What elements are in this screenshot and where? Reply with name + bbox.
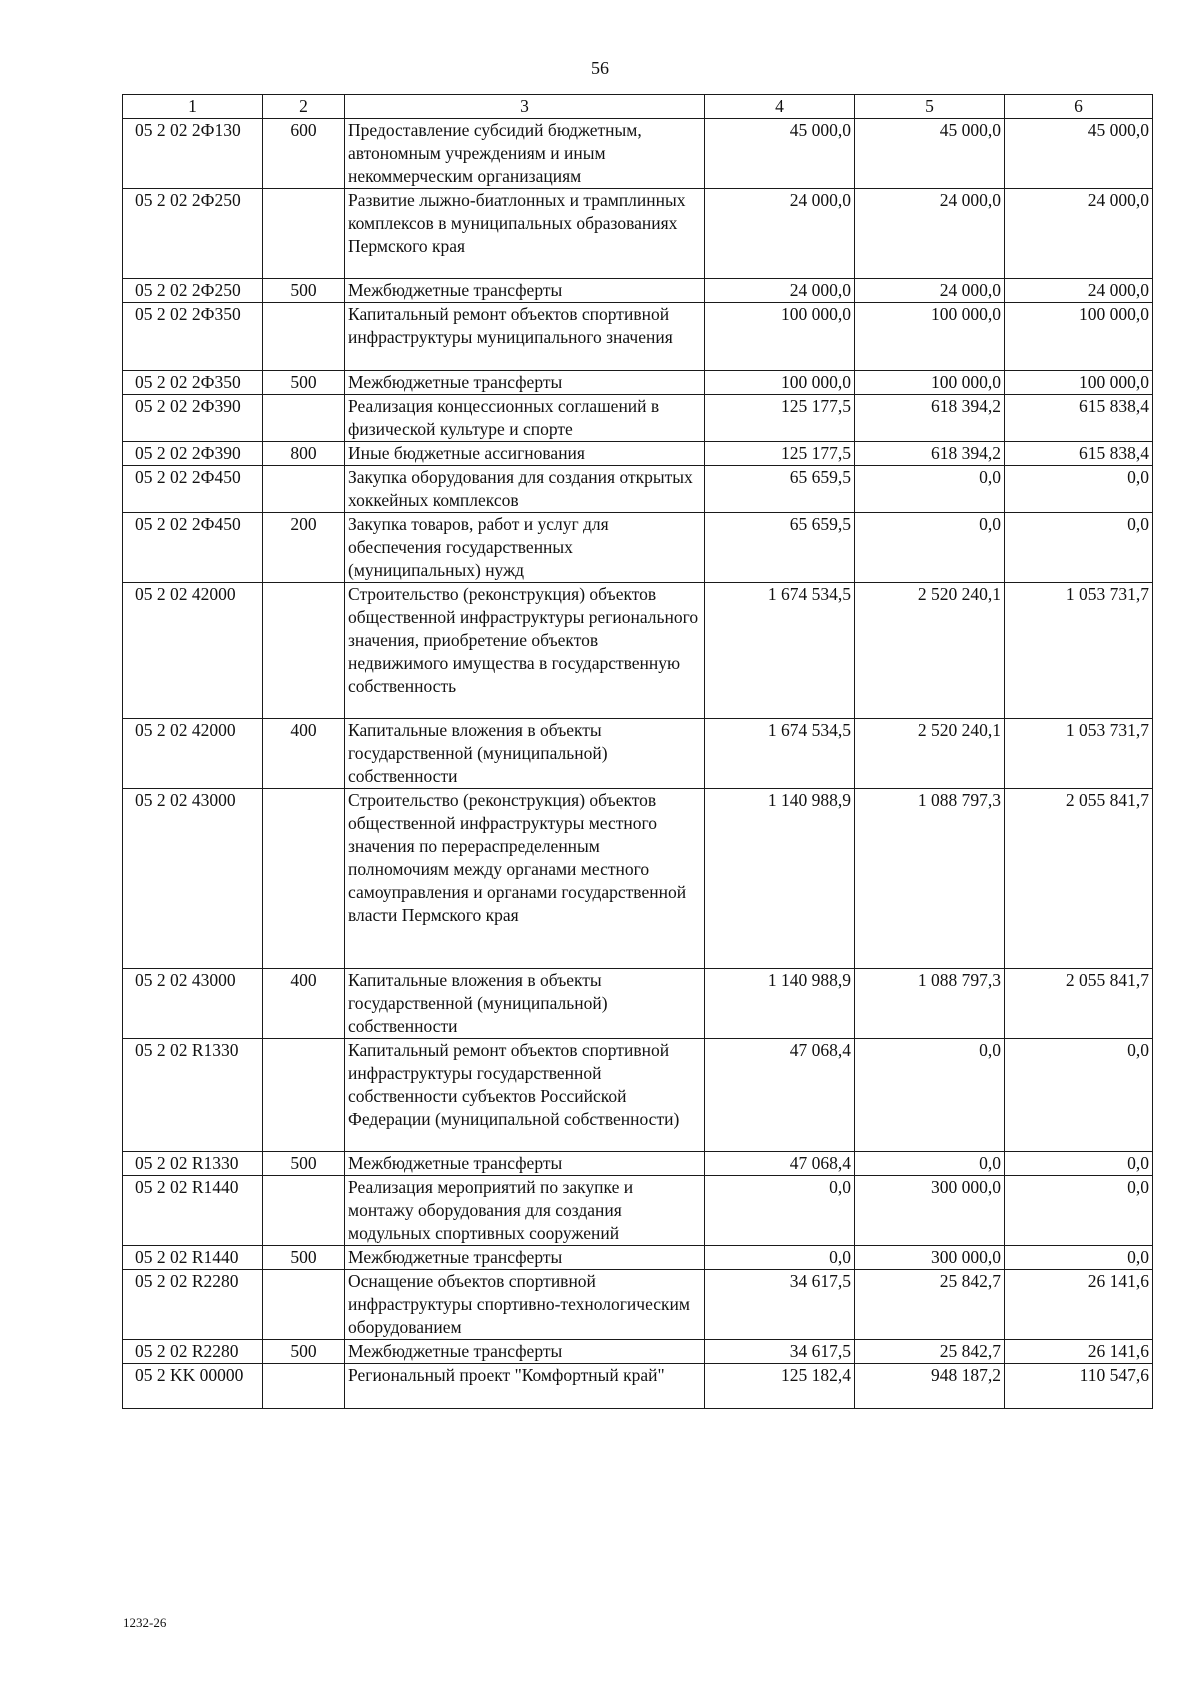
cell-expense-type <box>263 583 345 719</box>
cell-value-6: 0,0 <box>1005 466 1153 513</box>
cell-value-6: 24 000,0 <box>1005 279 1153 303</box>
cell-expense-type <box>263 1039 345 1152</box>
cell-name: Межбюджетные трансферты <box>345 279 705 303</box>
cell-name: Межбюджетные трансферты <box>345 371 705 395</box>
header-col-5: 5 <box>855 95 1005 119</box>
cell-value-4: 1 674 534,5 <box>705 583 855 719</box>
header-row <box>123 95 1153 119</box>
table-row <box>123 1152 1153 1176</box>
cell-value-6: 0,0 <box>1005 1246 1153 1270</box>
cell-value-5: 618 394,2 <box>855 395 1005 442</box>
cell-value-4: 1 140 988,9 <box>705 789 855 969</box>
table-row <box>123 189 1153 279</box>
cell-name: Межбюджетные трансферты <box>345 1246 705 1270</box>
cell-value-5: 0,0 <box>855 1152 1005 1176</box>
table-row <box>123 279 1153 303</box>
cell-expense-type: 800 <box>263 442 345 466</box>
cell-value-5: 300 000,0 <box>855 1246 1005 1270</box>
cell-value-6: 615 838,4 <box>1005 442 1153 466</box>
table-row <box>123 395 1153 442</box>
cell-name: Региональный проект "Комфортный край" <box>345 1364 705 1409</box>
page-number: 56 <box>591 58 609 78</box>
cell-value-5: 1 088 797,3 <box>855 969 1005 1039</box>
cell-code: 05 2 02 R2280 <box>123 1270 263 1340</box>
cell-code: 05 2 02 2Ф390 <box>123 442 263 466</box>
cell-value-6: 615 838,4 <box>1005 395 1153 442</box>
cell-value-6: 100 000,0 <box>1005 371 1153 395</box>
cell-value-4: 1 140 988,9 <box>705 969 855 1039</box>
cell-name: Закупка товаров, работ и услуг для обеспечения государственных (муниципальных) нужд <box>345 513 705 583</box>
cell-value-4: 24 000,0 <box>705 189 855 279</box>
cell-value-4: 45 000,0 <box>705 119 855 189</box>
cell-value-5: 0,0 <box>855 513 1005 583</box>
cell-expense-type: 500 <box>263 279 345 303</box>
cell-expense-type <box>263 466 345 513</box>
cell-value-6: 110 547,6 <box>1005 1364 1153 1409</box>
cell-expense-type <box>263 303 345 371</box>
cell-value-5: 2 520 240,1 <box>855 719 1005 789</box>
cell-value-5: 45 000,0 <box>855 119 1005 189</box>
table-row <box>123 719 1153 789</box>
cell-name: Предоставление субсидий бюджетным, автономным учреждениям и иным некоммерческим организациям <box>345 119 705 189</box>
cell-value-6: 45 000,0 <box>1005 119 1153 189</box>
table-row <box>123 969 1153 1039</box>
cell-expense-type: 400 <box>263 969 345 1039</box>
header-col-3: 3 <box>345 95 705 119</box>
cell-code: 05 2 02 2Ф350 <box>123 303 263 371</box>
cell-code: 05 2 02 R1330 <box>123 1039 263 1152</box>
cell-value-6: 0,0 <box>1005 513 1153 583</box>
cell-value-6: 0,0 <box>1005 1176 1153 1246</box>
table-row <box>123 1176 1153 1246</box>
cell-value-4: 125 182,4 <box>705 1364 855 1409</box>
cell-code: 05 2 02 2Ф390 <box>123 395 263 442</box>
cell-name: Капитальный ремонт объектов спортивной инфраструктуры государственной собственности субъектов Российской Федерации (муниципальной собственности) <box>345 1039 705 1152</box>
cell-value-4: 100 000,0 <box>705 371 855 395</box>
cell-value-6: 26 141,6 <box>1005 1340 1153 1364</box>
cell-value-4: 47 068,4 <box>705 1152 855 1176</box>
cell-expense-type <box>263 789 345 969</box>
cell-expense-type <box>263 1364 345 1409</box>
cell-code: 05 2 02 42000 <box>123 719 263 789</box>
cell-value-6: 1 053 731,7 <box>1005 719 1153 789</box>
table-row <box>123 371 1153 395</box>
cell-expense-type <box>263 395 345 442</box>
cell-name: Развитие лыжно-биатлонных и трамплинных комплексов в муниципальных образованиях Пермского края <box>345 189 705 279</box>
cell-value-5: 1 088 797,3 <box>855 789 1005 969</box>
cell-expense-type <box>263 1176 345 1246</box>
header-col-6: 6 <box>1005 95 1153 119</box>
cell-value-4: 47 068,4 <box>705 1039 855 1152</box>
table-body <box>123 119 1153 1409</box>
cell-value-4: 1 674 534,5 <box>705 719 855 789</box>
cell-name: Реализация мероприятий по закупке и монтажу оборудования для создания модульных спортивных сооружений <box>345 1176 705 1246</box>
cell-expense-type: 400 <box>263 719 345 789</box>
table-row <box>123 442 1153 466</box>
cell-code: 05 2 02 2Ф450 <box>123 513 263 583</box>
cell-value-5: 618 394,2 <box>855 442 1005 466</box>
cell-name: Капитальные вложения в объекты государственной (муниципальной) собственности <box>345 969 705 1039</box>
table-row <box>123 1340 1153 1364</box>
cell-value-4: 65 659,5 <box>705 513 855 583</box>
cell-code: 05 2 02 R1330 <box>123 1152 263 1176</box>
cell-code: 05 2 02 43000 <box>123 789 263 969</box>
table-row <box>123 1246 1153 1270</box>
cell-name: Межбюджетные трансферты <box>345 1340 705 1364</box>
cell-value-4: 100 000,0 <box>705 303 855 371</box>
cell-name: Межбюджетные трансферты <box>345 1152 705 1176</box>
cell-expense-type: 500 <box>263 1246 345 1270</box>
cell-value-4: 24 000,0 <box>705 279 855 303</box>
cell-value-5: 0,0 <box>855 1039 1005 1152</box>
cell-value-4: 0,0 <box>705 1246 855 1270</box>
cell-value-5: 25 842,7 <box>855 1270 1005 1340</box>
table-row <box>123 1270 1153 1340</box>
cell-name: Закупка оборудования для создания открытых хоккейных комплексов <box>345 466 705 513</box>
table-row <box>123 466 1153 513</box>
cell-value-4: 34 617,5 <box>705 1270 855 1340</box>
cell-expense-type: 500 <box>263 1340 345 1364</box>
cell-name: Капитальные вложения в объекты государственной (муниципальной) собственности <box>345 719 705 789</box>
cell-value-6: 100 000,0 <box>1005 303 1153 371</box>
cell-code: 05 2 02 2Ф350 <box>123 371 263 395</box>
cell-value-4: 65 659,5 <box>705 466 855 513</box>
table-row <box>123 119 1153 189</box>
table-row <box>123 1039 1153 1152</box>
cell-value-4: 125 177,5 <box>705 395 855 442</box>
cell-expense-type <box>263 1270 345 1340</box>
cell-expense-type: 500 <box>263 1152 345 1176</box>
table-row <box>123 583 1153 719</box>
cell-name: Иные бюджетные ассигнования <box>345 442 705 466</box>
cell-value-5: 100 000,0 <box>855 303 1005 371</box>
cell-code: 05 2 02 R2280 <box>123 1340 263 1364</box>
table-row <box>123 513 1153 583</box>
cell-value-6: 0,0 <box>1005 1152 1153 1176</box>
cell-name: Оснащение объектов спортивной инфраструктуры спортивно-технологическим оборудованием <box>345 1270 705 1340</box>
cell-value-5: 300 000,0 <box>855 1176 1005 1246</box>
cell-code: 05 2 02 2Ф250 <box>123 189 263 279</box>
cell-value-6: 24 000,0 <box>1005 189 1153 279</box>
cell-value-6: 2 055 841,7 <box>1005 969 1153 1039</box>
table-row <box>123 1364 1153 1409</box>
header-col-2: 2 <box>263 95 345 119</box>
cell-code: 05 2 KK 00000 <box>123 1364 263 1409</box>
cell-value-6: 2 055 841,7 <box>1005 789 1153 969</box>
cell-value-4: 34 617,5 <box>705 1340 855 1364</box>
cell-value-5: 24 000,0 <box>855 189 1005 279</box>
budget-table <box>122 94 1153 1409</box>
cell-code: 05 2 02 2Ф130 <box>123 119 263 189</box>
cell-name: Строительство (реконструкция) объектов общественной инфраструктуры регионального значения, приобретение объектов недвижимого имущества в государственную собственность <box>345 583 705 719</box>
cell-expense-type: 200 <box>263 513 345 583</box>
cell-value-6: 26 141,6 <box>1005 1270 1153 1340</box>
cell-value-6: 1 053 731,7 <box>1005 583 1153 719</box>
cell-value-5: 100 000,0 <box>855 371 1005 395</box>
cell-expense-type: 600 <box>263 119 345 189</box>
cell-code: 05 2 02 R1440 <box>123 1176 263 1246</box>
cell-value-5: 24 000,0 <box>855 279 1005 303</box>
table-row <box>123 789 1153 969</box>
cell-name: Капитальный ремонт объектов спортивной инфраструктуры муниципального значения <box>345 303 705 371</box>
cell-code: 05 2 02 2Ф250 <box>123 279 263 303</box>
cell-expense-type: 500 <box>263 371 345 395</box>
footer-code: 1232-26 <box>123 1615 167 1630</box>
cell-value-5: 2 520 240,1 <box>855 583 1005 719</box>
cell-value-5: 0,0 <box>855 466 1005 513</box>
header-col-4: 4 <box>705 95 855 119</box>
table-row <box>123 303 1153 371</box>
cell-code: 05 2 02 43000 <box>123 969 263 1039</box>
cell-value-5: 25 842,7 <box>855 1340 1005 1364</box>
cell-value-6: 0,0 <box>1005 1039 1153 1152</box>
cell-name: Строительство (реконструкция) объектов общественной инфраструктуры местного значения по перераспределенным полномочиям между органами местного самоуправления и органами государственной власти Пермского края <box>345 789 705 969</box>
cell-value-5: 948 187,2 <box>855 1364 1005 1409</box>
header-col-1: 1 <box>123 95 263 119</box>
cell-value-4: 0,0 <box>705 1176 855 1246</box>
cell-value-4: 125 177,5 <box>705 442 855 466</box>
cell-code: 05 2 02 R1440 <box>123 1246 263 1270</box>
cell-expense-type <box>263 189 345 279</box>
cell-name: Реализация концессионных соглашений в физической культуре и спорте <box>345 395 705 442</box>
cell-code: 05 2 02 2Ф450 <box>123 466 263 513</box>
cell-code: 05 2 02 42000 <box>123 583 263 719</box>
